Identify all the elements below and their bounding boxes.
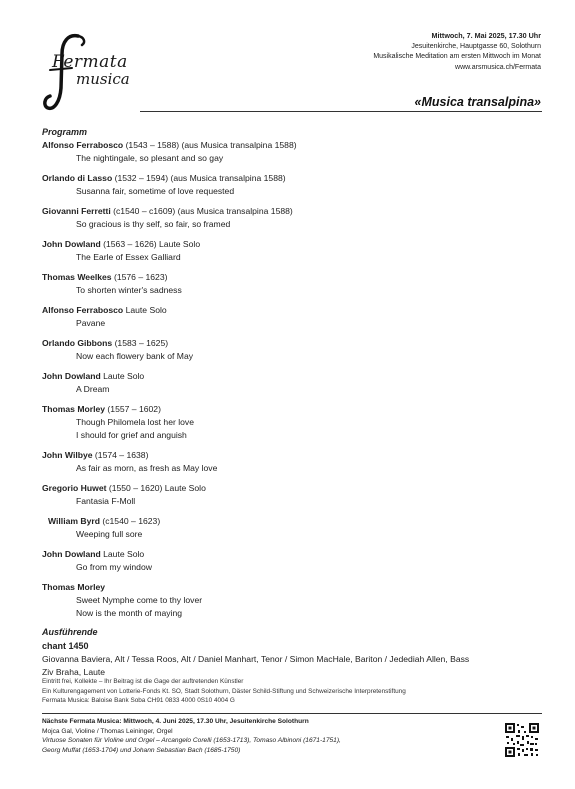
next-concert <box>42 717 472 755</box>
footer-divider <box>42 713 542 714</box>
composer-detail: (1574 – 1638) <box>92 450 149 460</box>
next-concert-program-2: Georg Muffat (1653-1704) und Johann Sebastian Bach (1685-1750) <box>42 746 241 754</box>
composer-name: Thomas Morley <box>42 582 106 592</box>
program-list <box>42 139 542 620</box>
piece-title: Now each flowery bank of May <box>76 351 194 361</box>
piece-title: Weeping full sore <box>76 529 143 539</box>
logo-word-fermata: Fermata <box>52 52 128 72</box>
composer-detail: Laute Solo <box>100 371 145 381</box>
event-date: Mittwoch, 7. Mai 2025, 17.30 Uhr <box>431 31 541 40</box>
concert-title: «Musica transalpina» <box>414 95 541 109</box>
logo-word-musica: musica <box>76 70 130 88</box>
piece-title: As fair as morn, as fresh as May love <box>76 463 218 473</box>
performers-label: Ausführende <box>42 627 98 637</box>
composer-name: Orlando Gibbons <box>42 338 113 348</box>
event-website[interactable]: www.arsmusica.ch/Fermata <box>455 63 541 71</box>
piece-title: Fantasia F-Moll <box>76 496 136 506</box>
program-item <box>42 139 542 165</box>
composer-line <box>42 139 542 152</box>
composer-line <box>42 403 542 416</box>
program-label: Programm <box>42 127 88 137</box>
composer-detail: (1563 – 1626) Laute Solo <box>100 239 201 249</box>
piece-title: Susanna fair, sometime of love requested <box>76 186 235 196</box>
next-concert-performers: Mojca Gal, Violine / Thomas Leininger, Orgel <box>42 727 173 735</box>
piece-title: The nightingale, so plesant and so gay <box>76 153 224 163</box>
qr-code-icon[interactable] <box>504 722 540 758</box>
composer-line <box>42 548 542 561</box>
composer-line <box>42 482 542 495</box>
note-bank: Fermata Musica: Baloise Bank Soba CH91 0833 4000 0S10 4004 G <box>42 697 235 704</box>
composer-line <box>42 205 542 218</box>
program-item <box>42 548 542 574</box>
composer-line <box>42 449 542 462</box>
fermata-musica-logo <box>38 30 148 120</box>
event-tagline: Musikalische Meditation am ersten Mittwoch im Monat <box>373 53 541 60</box>
composer-detail: Laute Solo <box>123 305 167 315</box>
piece-title: To shorten winter's sadness <box>76 285 182 295</box>
next-concert-heading: Nächste Fermata Musica: Mittwoch, 4. Juni 2025, 17.30 Uhr, Jesuitenkirche Solothurn <box>42 718 309 725</box>
composer-detail: (1550 – 1620) Laute Solo <box>106 483 206 493</box>
piece-title: Pavane <box>76 318 106 328</box>
program-item <box>42 370 542 396</box>
piece-title: I should for grief and anguish <box>76 430 187 440</box>
composer-line <box>42 304 542 317</box>
performers-section <box>42 627 542 679</box>
composer-name: John Dowland <box>42 549 101 559</box>
composer-line <box>42 271 542 284</box>
composer-line <box>42 238 542 251</box>
program-item <box>42 482 542 508</box>
composer-name: Thomas Morley <box>42 404 106 414</box>
program-item <box>42 304 542 330</box>
header-divider <box>140 111 542 112</box>
program-item <box>42 581 542 620</box>
event-venue: Jesuitenkirche, Hauptgasse 60, Solothurn <box>411 42 541 50</box>
program-item <box>42 337 542 363</box>
program-item <box>42 403 542 442</box>
composer-line <box>42 172 542 185</box>
footer-notes <box>42 677 406 706</box>
ensemble-name: chant 1450 <box>42 641 89 651</box>
next-concert-program-1: Virtuose Sonaten für Violine und Orgel – Arcangelo Corelli (1653-1713), Tomaso Albinoni (1671-1751), <box>42 737 341 745</box>
piece-title: Now is the month of maying <box>76 608 183 618</box>
program-content <box>42 127 542 679</box>
composer-name: John Wilbye <box>42 450 93 460</box>
composer-detail: (1557 – 1602) <box>105 404 161 414</box>
composer-line <box>42 337 542 350</box>
note-entry: Eintritt frei, Kollekte – Ihr Beitrag ist die Gage der auftretenden Künstler <box>42 678 244 685</box>
program-item <box>42 271 542 297</box>
piece-title: So gracious is thy self, so fair, so framed <box>76 219 231 229</box>
composer-name: John Dowland <box>42 371 101 381</box>
composer-line <box>42 581 542 594</box>
composer-name: Giovanni Ferretti <box>42 206 111 216</box>
composer-name: Gregorio Huwet <box>42 483 107 493</box>
piece-title: Go from my window <box>76 562 152 572</box>
program-item <box>42 515 542 541</box>
program-item <box>42 449 542 475</box>
note-sponsors: Ein Kulturengagement von Lotterie-Fonds Kt. SO, Stadt Solothurn, Däster Schild-Stiftung und Schweizerische Interpretenstiftung <box>42 687 406 695</box>
composer-detail: (1532 – 1594) (aus Musica transalpina 1588) <box>112 173 286 183</box>
composer-line <box>42 515 542 528</box>
composer-detail: (1576 – 1623) <box>111 272 168 282</box>
program-item <box>42 172 542 198</box>
composer-name: Orlando di Lasso <box>42 173 113 183</box>
composer-name: William Byrd <box>48 516 100 526</box>
composer-detail: (c1540 – c1609) (aus Musica transalpina 1588) <box>110 206 293 216</box>
composer-name: Thomas Weelkes <box>42 272 112 282</box>
composer-name: John Dowland <box>42 239 101 249</box>
piece-title: A Dream <box>76 384 110 394</box>
performers-line-1: Giovanna Baviera, Alt / Tessa Roos, Alt / Daniel Manhart, Tenor / Simon MacHale, Bariton / Jedediah Allen, Bass <box>42 654 470 664</box>
composer-name: Alfonso Ferrabosco <box>42 140 124 150</box>
composer-detail: Laute Solo <box>100 549 145 559</box>
composer-line <box>42 370 542 383</box>
event-header <box>373 31 541 73</box>
composer-detail: (1543 – 1588) (aus Musica transalpina 1588) <box>123 140 297 150</box>
piece-title: Though Philomela lost her love <box>76 417 194 427</box>
composer-detail: (1583 – 1625) <box>112 338 169 348</box>
piece-title: Sweet Nymphe come to thy lover <box>76 595 203 605</box>
piece-title: The Earle of Essex Galliard <box>76 252 181 262</box>
performers-line-2: Ziv Braha, Laute <box>42 667 106 677</box>
program-item <box>42 238 542 264</box>
program-item <box>42 205 542 231</box>
composer-detail: (c1540 – 1623) <box>99 516 161 526</box>
composer-name: Alfonso Ferrabosco <box>42 305 124 315</box>
